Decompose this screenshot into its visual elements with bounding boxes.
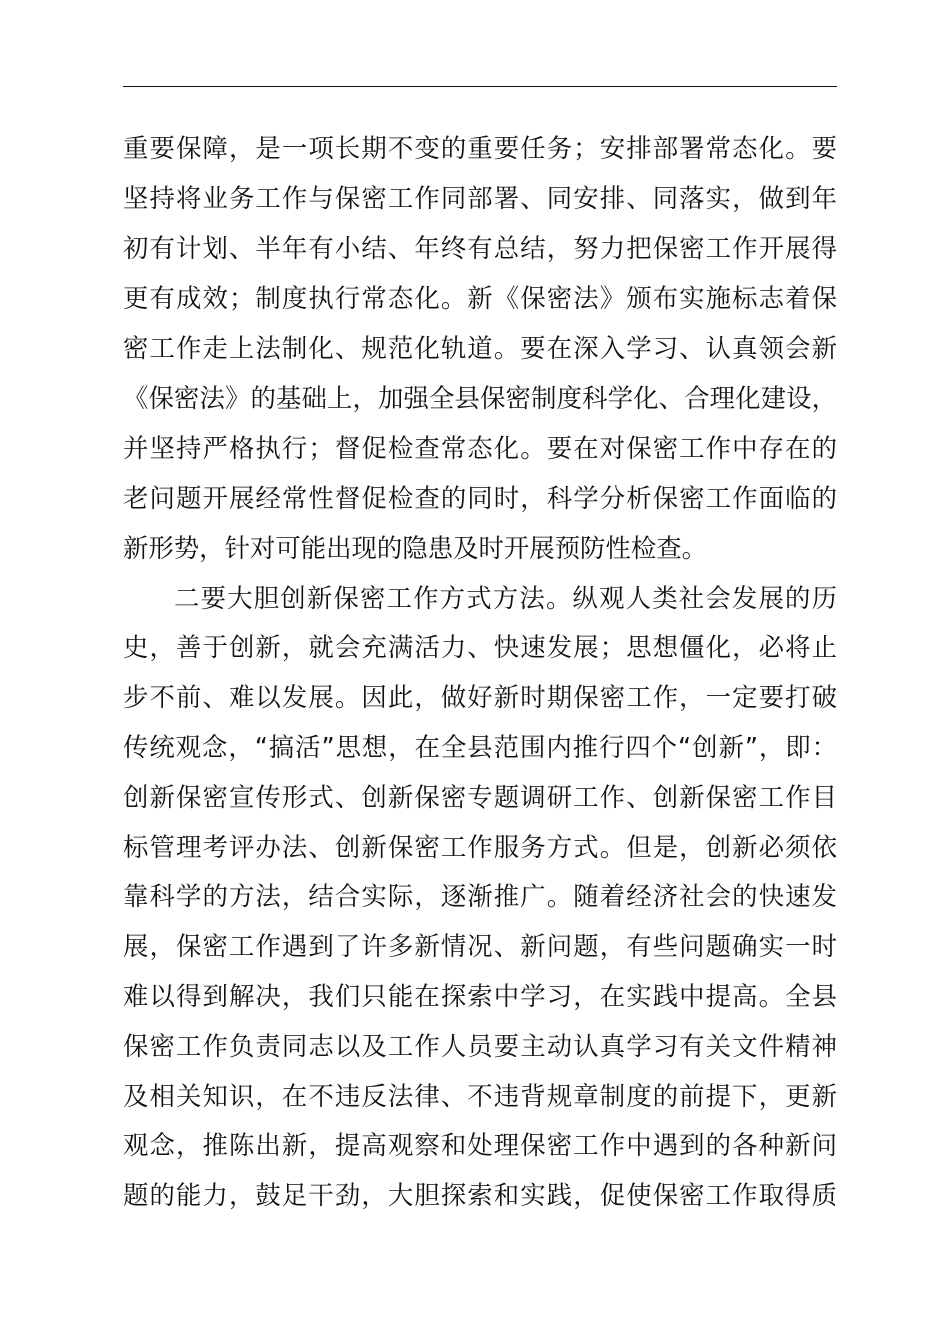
header-rule [123,86,837,87]
paragraph-1-line-8: 老问题开展经常性督促检查的同时，科学分析保密工作面临的 [123,483,837,513]
paragraph-2-line-2: 史，善于创新，就会充满活力、快速发展；思想僵化，必将止 [123,632,837,662]
paragraph-2-line-7: 靠科学的方法，结合实际，逐渐推广。随着经济社会的快速发 [123,881,837,911]
paragraph-2-line-5: 创新保密宣传形式、创新保密专题调研工作、创新保密工作目 [123,782,837,812]
paragraph-2-line-1: 二要大胆创新保密工作方式方法。纵观人类社会发展的历 [174,583,837,613]
paragraph-2-line-4: 传统观念，“搞活”思想，在全县范围内推行四个“创新”，即： [123,732,837,762]
paragraph-2-line-12: 观念，推陈出新，提高观察和处理保密工作中遇到的各种新问 [123,1130,837,1160]
paragraph-2-line-6: 标管理考评办法、创新保密工作服务方式。但是，创新必须依 [123,832,837,862]
paragraph-2-line-13: 题的能力，鼓足干劲，大胆探索和实践，促使保密工作取得质 [123,1180,837,1210]
paragraph-1-line-1: 重要保障，是一项长期不变的重要任务；安排部署常态化。要 [123,133,837,163]
paragraph-2-line-10: 保密工作负责同志以及工作人员要主动认真学习有关文件精神 [123,1031,837,1061]
paragraph-2-line-9: 难以得到解决，我们只能在探索中学习，在实践中提高。全县 [123,981,837,1011]
paragraph-2-line-3: 步不前、难以发展。因此，做好新时期保密工作，一定要打破 [123,682,837,712]
paragraph-1-line-9: 新形势，针对可能出现的隐患及时开展预防性检查。 [123,533,707,563]
paragraph-1-line-6: 《保密法》的基础上，加强全县保密制度科学化、合理化建设， [123,383,837,413]
paragraph-2-line-8: 展，保密工作遇到了许多新情况、新问题，有些问题确实一时 [123,931,837,961]
paragraph-1-line-3: 初有计划、半年有小结、年终有总结，努力把保密工作开展得 [123,233,837,263]
paragraph-1-line-5: 密工作走上法制化、规范化轨道。要在深入学习、认真领会新 [123,333,837,363]
paragraph-2-line-11: 及相关知识，在不违反法律、不违背规章制度的前提下，更新 [123,1081,837,1111]
paragraph-1-line-2: 坚持将业务工作与保密工作同部署、同安排、同落实，做到年 [123,183,837,213]
paragraph-1-line-4: 更有成效；制度执行常态化。新《保密法》颁布实施标志着保 [123,283,837,313]
paragraph-1-line-7: 并坚持严格执行；督促检查常态化。要在对保密工作中存在的 [123,433,837,463]
